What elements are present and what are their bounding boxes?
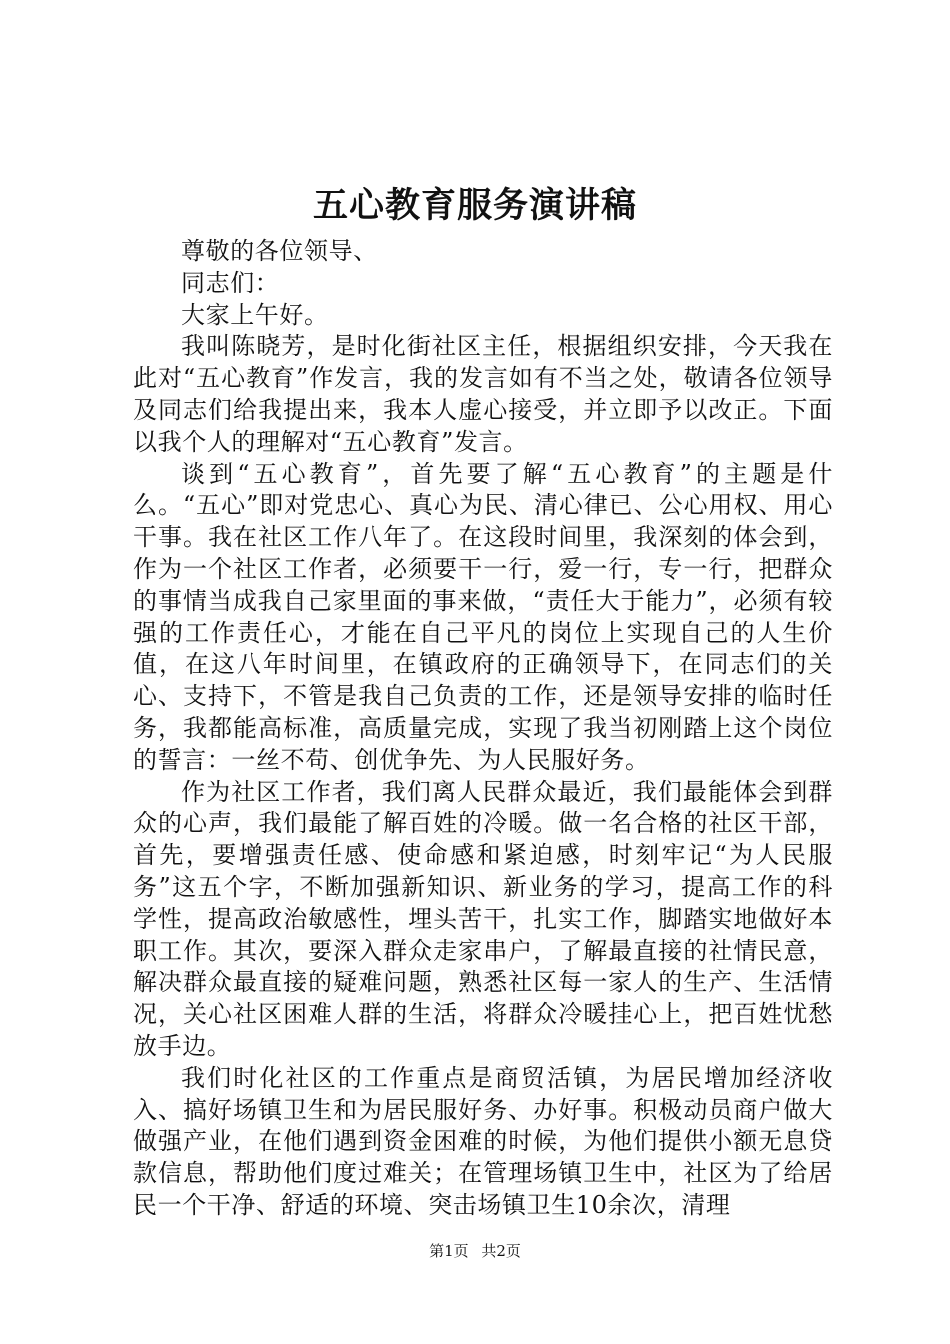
document-title: 五心教育服务演讲稿 (312, 185, 637, 226)
paragraph: 谈到“五心教育”，首先要了解“五心教育”的主题是什么。“五心”即对党忠心、真心为民、清心律已、公心用权、用心干事。我在社区工作八年了。在这段时间里，我深刻的体会到，作为一个社区工作者，必须要干一行，爱一行，专一行，把群众的事情当成我自己家里面的事来做，“责任大于能力”，必须有较强的工作责任心，才能在自己平凡的岗位上实现自己的人生价值，在这八年时间里，在镇政府的正确领导下，在同志们的关心、支持下，不管是我自己负责的工作，还是领导安排的临时任务，我都能高标准，高质量完成，实现了我当初刚踏上这个岗位的誓言：一丝不苟、创优争先、为人民服好务。 (133, 459, 833, 774)
paragraph: 作为社区工作者，我们离人民群众最近，我们最能体会到群众的心声，我们最能了解百姓的冷暖。做一名合格的社区干部，首先，要增强责任感、使命感和紧迫感，时刻牢记“为人民服务”这五个字，不断加强新知识、新业务的学习，提高工作的科学性，提高政治敏感性，埋头苦干，扎实工作，脚踏实地做好本职工作。其次，要深入群众走家串户，了解最直接的社情民意，解决群众最直接的疑难问题，熟悉社区每一家人的生产、生活情况，关心社区困难人群的生活，将群众冷暖挂心上，把百姓忧愁放手边。 (133, 777, 833, 1060)
page-footer (0, 1241, 950, 1261)
paragraph: 我们时化社区的工作重点是商贸活镇，为居民增加经济收入、搞好场镇卫生和为居民服好务、办好事。积极动员商户做大做强产业，在他们遇到资金困难的时候，为他们提供小额无息贷款信息，帮助他们度过难关；在管理场镇卫生中，社区为了给居民一个干净、舒适的环境、突击场镇卫生10余次，清理 (133, 1063, 833, 1219)
document-body (133, 236, 833, 1222)
page-total: 共2页 (481, 1242, 521, 1260)
paragraph: 同志们： (181, 268, 280, 297)
paragraph: 大家上午好。 (181, 300, 329, 329)
paragraph: 尊敬的各位领导、 (181, 237, 378, 265)
paragraph: 我叫陈晓芳，是时化街社区主任，根据组织安排，今天我在此对“五心教育”作发言，我的发言如有不当之处，敬请各位领导及同志们给我提出来，我本人虚心接受，并立即予以改正。下面以我个人的理解对“五心教育”发言。 (133, 332, 833, 456)
page-number: 第1页 (429, 1242, 469, 1260)
